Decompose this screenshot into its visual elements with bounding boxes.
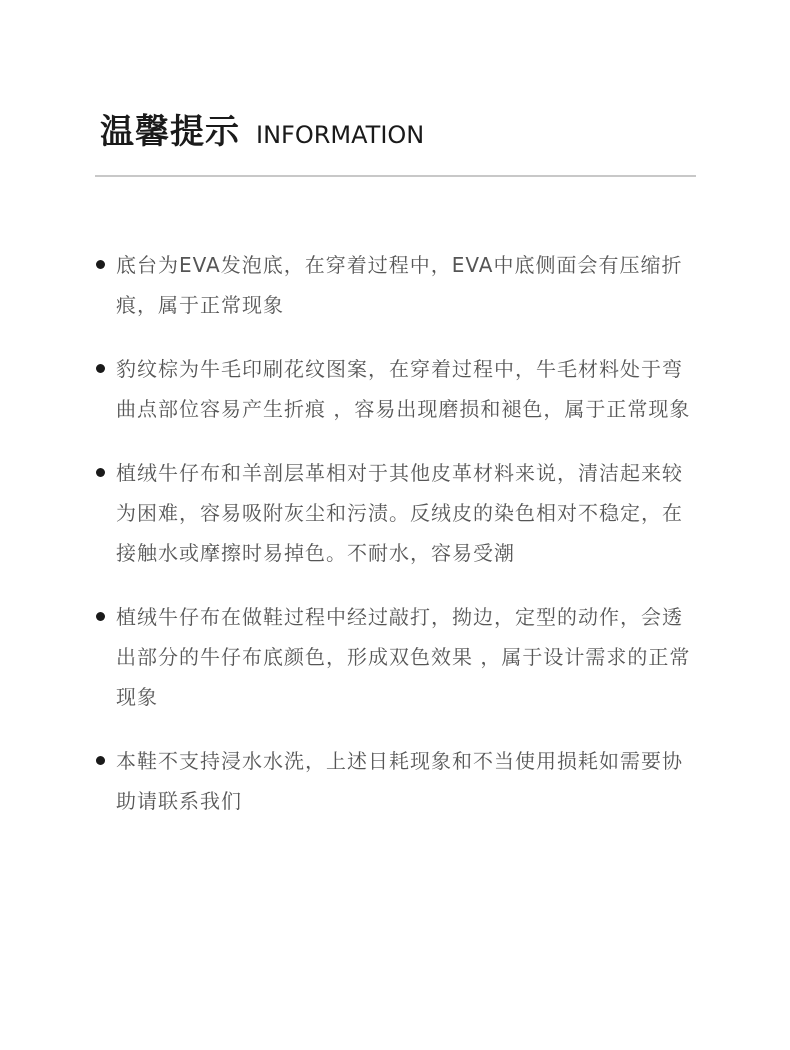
list-item xyxy=(95,349,697,429)
list-item xyxy=(95,741,697,821)
bullet-dot-icon xyxy=(96,468,105,477)
bullet-dot-icon xyxy=(96,612,105,621)
list-item xyxy=(95,597,697,717)
list-item xyxy=(95,245,697,325)
note-text: 底台为EVA发泡底，在穿着过程中，EVA中底侧面会有压缩折痕，属于正常现象 xyxy=(116,253,683,317)
note-text: 植绒牛仔布和羊剖层革相对于其他皮革材料来说，清洁起来较为困难，容易吸附灰尘和污渍。反绒皮的染色相对不稳定，在接触水或摩擦时易掉色。不耐水，容易受潮 xyxy=(116,461,683,565)
bullet-dot-icon xyxy=(96,756,105,765)
bullet-dot-icon xyxy=(96,364,105,373)
header-divider xyxy=(95,175,696,177)
note-text: 豹纹棕为牛毛印刷花纹图案，在穿着过程中，牛毛材料处于弯曲点部位容易产生折痕 ，容易出现磨损和褪色，属于正常现象 xyxy=(116,357,691,421)
page-subtitle: INFORMATION xyxy=(256,121,425,149)
note-text: 本鞋不支持浸水水洗，上述日耗现象和不当使用损耗如需要协助请联系我们 xyxy=(116,749,683,813)
list-item xyxy=(95,453,697,573)
notes-list xyxy=(95,245,697,845)
note-text: 植绒牛仔布在做鞋过程中经过敲打，拗边，定型的动作，会透出部分的牛仔布底颜色，形成双色效果 ，属于设计需求的正常现象 xyxy=(116,605,691,709)
bullet-dot-icon xyxy=(96,260,105,269)
page-header xyxy=(100,104,424,153)
page-title: 温馨提示 xyxy=(100,112,240,152)
